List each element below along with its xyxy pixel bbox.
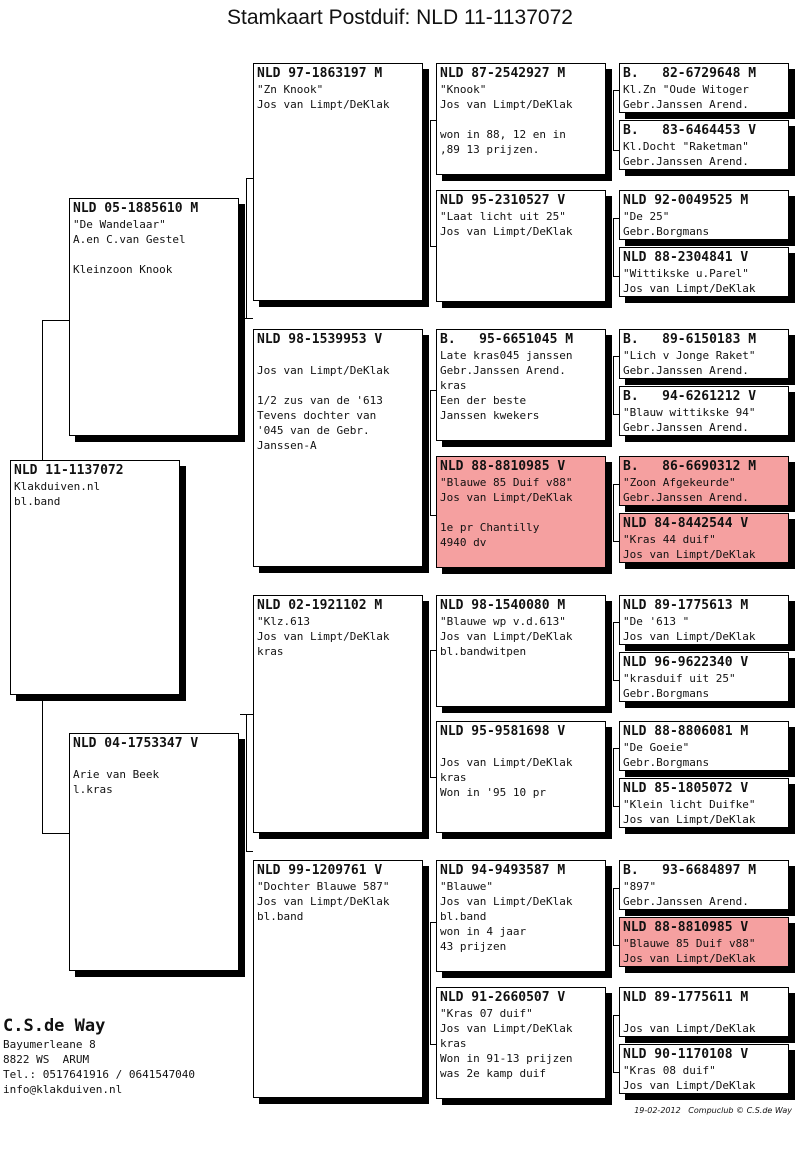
pigeon-card-p14[interactable]	[436, 987, 606, 1099]
connector-line	[240, 714, 253, 715]
pigeon-info-line: Jos van Limpt/DeKlak	[440, 756, 573, 769]
page-title: Stamkaart Postduif: NLD 11-1137072	[227, 6, 573, 29]
pigeon-info-line: "De 25"	[623, 210, 670, 223]
connector-line	[430, 922, 431, 1044]
pigeon-info-line: "Knook"	[440, 83, 487, 96]
connector-line	[613, 1015, 619, 1016]
connector-line	[613, 276, 619, 277]
connector-line	[613, 888, 619, 889]
pigeon-card-p2[interactable]	[69, 733, 239, 971]
pigeon-info-line: Won in 91-13 prijzen	[440, 1052, 573, 1065]
pigeon-info-line: Tevens dochter van	[257, 409, 377, 422]
pigeon-card-p20[interactable]	[619, 386, 789, 436]
owner-address: Bayumerleane 8	[3, 1038, 96, 1051]
pigeon-info-line: "Klz.613	[257, 615, 310, 628]
ring-number: NLD 95-9581698 V	[440, 724, 566, 739]
pigeon-info-line: Jos van Limpt/DeKlak	[623, 630, 756, 643]
connector-line	[613, 484, 614, 541]
pigeon-info-line: Jos van Limpt/DeKlak	[257, 98, 390, 111]
pigeon-card-p9[interactable]	[436, 329, 606, 441]
pigeon-info-line: Jos van Limpt/DeKlak	[440, 225, 573, 238]
pigeon-info-line: kras	[440, 771, 467, 784]
pigeon-info-line: 43 prijzen	[440, 940, 507, 953]
pigeon-info-line: "Zoon Afgekeurde"	[623, 476, 736, 489]
connector-line	[613, 90, 619, 91]
ring-number: NLD 97-1863197 M	[257, 66, 383, 81]
ring-number: B. 95-6651045 M	[440, 332, 574, 347]
connector-line	[42, 695, 43, 833]
pigeon-card-p6[interactable]	[253, 860, 423, 1098]
pigeon-info-line: bl.band	[440, 910, 487, 923]
owner-phone: Tel.: 0517641916 / 0641547040	[3, 1068, 196, 1081]
pigeon-info-line: "897"	[623, 880, 657, 893]
connector-line	[613, 218, 619, 219]
pigeon-info-line: Won in '95 10 pr	[440, 786, 546, 799]
pigeon-info-line: won in 88, 12 en in	[440, 128, 566, 141]
connector-line	[430, 650, 436, 651]
pigeon-info-line: "Dochter Blauwe 587"	[257, 880, 390, 893]
pigeon-info-line: "Blauwe wp v.d.613"	[440, 615, 566, 628]
connector-line	[613, 484, 619, 485]
pigeon-info-line: won in 4 jaar	[440, 925, 527, 938]
ring-number: NLD 91-2660507 V	[440, 990, 566, 1005]
pigeon-info-line: Kl.Zn "Oude Witoger	[623, 83, 749, 96]
pigeon-card-p22[interactable]	[619, 513, 789, 563]
pigeon-info-line: ,89 13 prijzen.	[440, 143, 540, 156]
ring-number: NLD 92-0049525 M	[623, 193, 749, 208]
pigeon-info-line: Gebr.Janssen Arend.	[440, 364, 566, 377]
ring-number: NLD 84-8442544 V	[623, 516, 749, 531]
connector-line	[430, 246, 436, 247]
connector-line	[430, 515, 436, 516]
pigeon-info-line: kras	[440, 379, 467, 392]
ring-number: NLD 02-1921102 M	[257, 598, 383, 613]
ring-number: NLD 05-1885610 M	[73, 201, 199, 216]
owner-email: info@klakduiven.nl	[3, 1083, 123, 1096]
pigeon-info-line: Gebr.Janssen Arend.	[623, 421, 749, 434]
connector-line	[613, 806, 619, 807]
pigeon-info-line: '045 van de Gebr.	[257, 424, 370, 437]
ring-number: NLD 04-1753347 V	[73, 736, 199, 751]
ring-number: NLD 89-1775611 M	[623, 990, 749, 1005]
pigeon-info-line: "De Goeie"	[623, 741, 690, 754]
connector-line	[613, 356, 614, 414]
pigeon-card-p8[interactable]	[436, 190, 606, 302]
pigeon-card-p16[interactable]	[619, 120, 789, 170]
ring-number: NLD 96-9622340 V	[623, 655, 749, 670]
pigeon-card-p1[interactable]	[69, 198, 239, 436]
pigeon-card-p24[interactable]	[619, 652, 789, 702]
pigeon-card-p23[interactable]	[619, 595, 789, 645]
pigeon-info-line: Gebr.Janssen Arend.	[623, 895, 749, 908]
pigeon-info-line: Een der beste	[440, 394, 527, 407]
pigeon-info-line: Gebr.Borgmans	[623, 756, 710, 769]
pigeon-info-line: "Blauwe 85 Duif v88"	[623, 937, 756, 950]
connector-line	[430, 120, 431, 246]
ring-number: B. 94-6261212 V	[623, 389, 757, 404]
pigeon-card-p11[interactable]	[436, 595, 606, 707]
ring-number: NLD 88-8806081 M	[623, 724, 749, 739]
pigeon-info-line: Arie van Beek	[73, 768, 160, 781]
pigeon-info-line: "Laat licht uit 25"	[440, 210, 566, 223]
pigeon-card-p15[interactable]	[619, 63, 789, 113]
pigeon-info-line: bl.band	[257, 910, 304, 923]
pigeon-card-p13[interactable]	[436, 860, 606, 972]
connector-line	[613, 218, 614, 276]
connector-line	[240, 318, 253, 319]
pigeon-info-line: Jos van Limpt/DeKlak	[623, 1022, 756, 1035]
pigeon-card-p29[interactable]	[619, 987, 789, 1037]
pigeon-card-p4[interactable]	[253, 329, 423, 567]
ring-number: NLD 87-2542927 M	[440, 66, 566, 81]
ring-number: B. 86-6690312 M	[623, 459, 757, 474]
pigeon-info-line: "Zn Knook"	[257, 83, 324, 96]
owner-block	[3, 1016, 195, 1097]
pigeon-info-line: Gebr.Janssen Arend.	[623, 364, 749, 377]
pigeon-card-p3[interactable]	[253, 63, 423, 301]
ring-number: NLD 11-1137072	[14, 463, 124, 478]
connector-line	[430, 390, 436, 391]
pigeon-info-line: Jos van Limpt/DeKlak	[257, 895, 390, 908]
footer-credit: 19-02-2012 Compuclub © C.S.de Way	[634, 1106, 792, 1115]
pigeon-info-line: bl.bandwitpen	[440, 645, 527, 658]
pigeon-info-line: Jos van Limpt/DeKlak	[623, 813, 756, 826]
connector-line	[246, 178, 253, 179]
pigeon-info-line: Kl.Docht "Raketman"	[623, 140, 749, 153]
ring-number: B. 82-6729648 M	[623, 66, 757, 81]
pigeon-info-line: was 2e kamp duif	[440, 1067, 546, 1080]
pigeon-info-line: Jos van Limpt/DeKlak	[440, 1022, 573, 1035]
pigeon-info-line: "Kras 44 duif"	[623, 533, 716, 546]
connector-line	[613, 1015, 614, 1072]
pigeon-info-line: Gebr.Janssen Arend.	[623, 98, 749, 111]
ring-number: NLD 88-8810985 V	[623, 920, 749, 935]
pigeon-info-line: Gebr.Janssen Arend.	[623, 155, 749, 168]
pigeon-info-line: Klakduiven.nl	[14, 480, 101, 493]
ring-number: B. 93-6684897 M	[623, 863, 757, 878]
pigeon-info-line: Kleinzoon Knook	[73, 263, 173, 276]
pigeon-info-line: kras	[440, 1037, 467, 1050]
pigeon-card-p7[interactable]	[436, 63, 606, 175]
connector-line	[613, 622, 619, 623]
ring-number: NLD 99-1209761 V	[257, 863, 383, 878]
pigeon-info-line: 1/2 zus van de '613	[257, 394, 383, 407]
connector-line	[613, 541, 619, 542]
pigeon-info-line: "Blauw wittikske 94"	[623, 406, 756, 419]
pigeon-info-line: "De Wandelaar"	[73, 218, 166, 231]
pigeon-info-line: Jos van Limpt/DeKlak	[257, 630, 390, 643]
pigeon-info-line: "Klein licht Duifke"	[623, 798, 756, 811]
pigeon-info-line: Jos van Limpt/DeKlak	[623, 548, 756, 561]
pigeon-info-line: Jos van Limpt/DeKlak	[440, 630, 573, 643]
pigeon-card-p21[interactable]	[619, 456, 789, 506]
connector-line	[613, 945, 619, 946]
connector-line	[430, 650, 431, 777]
pigeon-card-p5[interactable]	[253, 595, 423, 833]
pigeon-info-line: kras	[257, 645, 284, 658]
pigeon-card-p26[interactable]	[619, 778, 789, 828]
connector-line	[613, 888, 614, 945]
pigeon-info-line: 4940 dv	[440, 536, 487, 549]
pigeon-info-line: A.en C.van Gestel	[73, 233, 186, 246]
connector-line	[430, 390, 431, 515]
ring-number: NLD 88-2304841 V	[623, 250, 749, 265]
connector-line	[613, 356, 619, 357]
pigeon-info-line: "Lich v Jonge Raket"	[623, 349, 756, 362]
connector-line	[613, 748, 619, 749]
pigeon-info-line: 1e pr Chantilly	[440, 521, 540, 534]
ring-number: NLD 90-1170108 V	[623, 1047, 749, 1062]
pigeon-card-p12[interactable]	[436, 721, 606, 833]
pigeon-card-p18[interactable]	[619, 247, 789, 297]
connector-line	[613, 414, 619, 415]
pigeon-card-p28[interactable]	[619, 917, 789, 967]
ring-number: NLD 89-1775613 M	[623, 598, 749, 613]
connector-line	[246, 714, 247, 851]
ring-number: NLD 95-2310527 V	[440, 193, 566, 208]
pigeon-info-line: Gebr.Janssen Arend.	[623, 491, 749, 504]
pigeon-info-line: Jos van Limpt/DeKlak	[623, 1079, 756, 1092]
pigeon-card-p0[interactable]	[10, 460, 180, 695]
connector-line	[613, 748, 614, 806]
pigeon-info-line: Jos van Limpt/DeKlak	[440, 98, 573, 111]
ring-number: B. 89-6150183 M	[623, 332, 757, 347]
pigeon-info-line: Gebr.Borgmans	[623, 687, 710, 700]
pigeon-info-line: Janssen kwekers	[440, 409, 540, 422]
owner-postcode: 8822 WS ARUM	[3, 1053, 90, 1066]
connector-line	[430, 777, 436, 778]
pigeon-info-line: Jos van Limpt/DeKlak	[623, 282, 756, 295]
pigeon-info-line: "Wittikske u.Parel"	[623, 267, 749, 280]
connector-line	[430, 922, 436, 923]
pigeon-card-p10[interactable]	[436, 456, 606, 568]
ring-number: NLD 88-8810985 V	[440, 459, 566, 474]
ring-number: NLD 94-9493587 M	[440, 863, 566, 878]
pigeon-info-line: l.kras	[73, 783, 113, 796]
connector-line	[613, 680, 619, 681]
pigeon-card-p17[interactable]	[619, 190, 789, 240]
pigeon-info-line: Jos van Limpt/DeKlak	[257, 364, 390, 377]
pigeon-info-line: "Kras 07 duif"	[440, 1007, 533, 1020]
ring-number: NLD 85-1805072 V	[623, 781, 749, 796]
connector-line	[246, 851, 253, 852]
ring-number: NLD 98-1539953 V	[257, 332, 383, 347]
connector-line	[613, 90, 614, 150]
pigeon-card-p19[interactable]	[619, 329, 789, 379]
connector-line	[42, 320, 43, 460]
ring-number: B. 83-6464453 V	[623, 123, 757, 138]
pigeon-info-line: bl.band	[14, 495, 61, 508]
pigeon-info-line: "krasduif uit 25"	[623, 672, 736, 685]
connector-line	[613, 622, 614, 680]
connector-line	[613, 1072, 619, 1073]
pigeon-card-p30[interactable]	[619, 1044, 789, 1094]
ring-number: NLD 98-1540080 M	[440, 598, 566, 613]
pigeon-info-line: "Blauwe 85 Duif v88"	[440, 476, 573, 489]
pigeon-info-line: "Blauwe"	[440, 880, 493, 893]
pigeon-info-line: Janssen-A	[257, 439, 317, 452]
pigeon-card-p25[interactable]	[619, 721, 789, 771]
owner-name: C.S.de Way	[3, 1016, 106, 1036]
pigeon-info-line: Jos van Limpt/DeKlak	[623, 952, 756, 965]
connector-line	[42, 320, 69, 321]
pigeon-info-line: Late kras045 janssen	[440, 349, 573, 362]
pigeon-info-line: Gebr.Borgmans	[623, 225, 710, 238]
pigeon-card-p27[interactable]	[619, 860, 789, 910]
pigeon-info-line: Jos van Limpt/DeKlak	[440, 895, 573, 908]
connector-line	[42, 833, 69, 834]
connector-line	[246, 178, 247, 318]
connector-line	[613, 150, 619, 151]
pigeon-info-line: "De '613 "	[623, 615, 690, 628]
pigeon-info-line: Jos van Limpt/DeKlak	[440, 491, 573, 504]
connector-line	[430, 1044, 436, 1045]
connector-line	[430, 120, 436, 121]
pigeon-info-line: "Kras 08 duif"	[623, 1064, 716, 1077]
